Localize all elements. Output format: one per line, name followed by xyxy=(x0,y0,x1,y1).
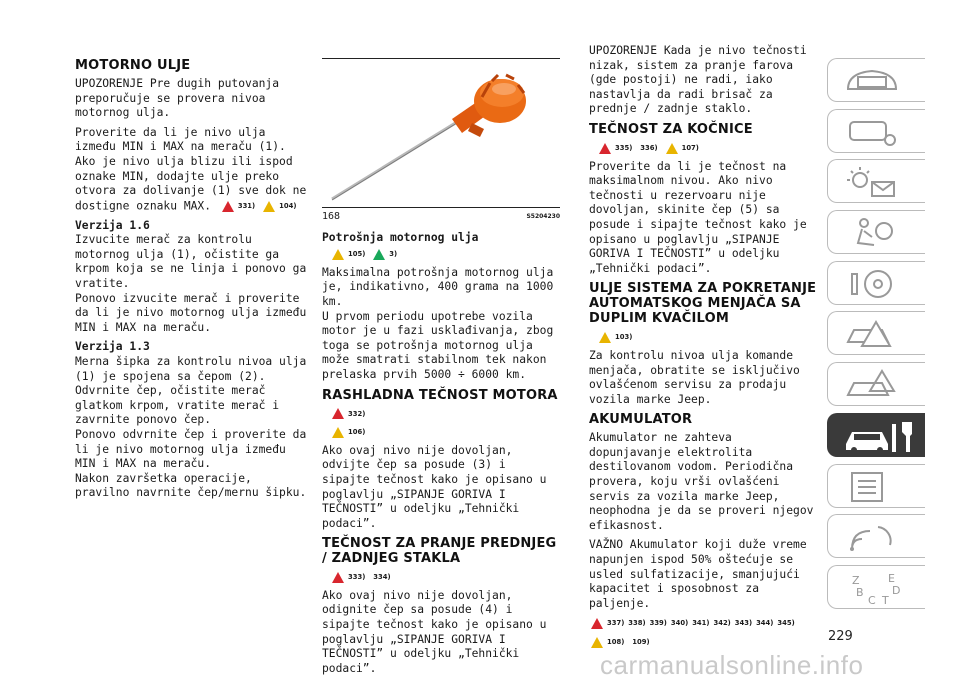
heading-coolant: RASHLADNA TEČNOST MOTORA xyxy=(322,387,558,403)
figure-caption xyxy=(322,207,560,225)
tab-emergency[interactable] xyxy=(827,362,925,406)
oil-cap-figure xyxy=(322,58,560,207)
tab-warnings[interactable] xyxy=(827,311,925,355)
warning-refs xyxy=(332,570,560,585)
dashboard-car-icon xyxy=(842,63,902,99)
warning-icon xyxy=(332,408,344,419)
ref-number: 338) xyxy=(628,619,646,628)
caution-icon xyxy=(332,249,344,260)
alphabet-index-icon xyxy=(842,570,912,606)
heading-version-13: Verzija 1.3 xyxy=(75,340,150,354)
ref-number: 340) xyxy=(670,619,689,628)
car-key-icon xyxy=(842,114,902,150)
warning-refs xyxy=(332,407,560,422)
caution-icon xyxy=(591,637,603,648)
ref-number: 104) xyxy=(279,201,297,210)
car-warning-icon xyxy=(842,316,902,352)
oil-dipstick-cap-image xyxy=(322,59,560,207)
paragraph: Merna šipka za kontrolu nivoa ulja (1) je spojena sa čepom (2). Odvrnite čep, očistite merač glatkom krpom, vratite merač i zavrnite ponovo čep. xyxy=(75,354,307,427)
tab-servicing-maintenance[interactable] xyxy=(827,413,925,457)
heading-brake-fluid: TEČNOST ZA KOČNICE xyxy=(589,121,753,137)
paragraph: Ponovo izvucite merač i proverite da li je nivo motornog ulja između MIN i MAX na meraču. xyxy=(75,291,307,334)
car-hazard-icon xyxy=(842,367,902,403)
document-list-icon xyxy=(842,469,902,505)
warning-icon xyxy=(591,618,603,629)
heading-gearbox-oil: ULJE SISTEMA ZA POKRETANJE AUTOMATSKOG MENJAČA SA DUPLIM KVAČILOM xyxy=(589,281,817,327)
paragraph: U prvom periodu upotrebe vozila motor je u fazi usklađivanja, zbog toga se potrošnja motornog ulja može smatrati stabilnom tek nakon prelaska prvih 5000 ÷ 6000 km. xyxy=(322,309,554,381)
ref-number: 334) xyxy=(373,573,391,582)
heading-version-16: Verzija 1.6 xyxy=(75,218,150,232)
paragraph: Akumulator ne zahteva dopunjavanje elektrolita destilovanom vodom. Periodična provera, koju vrši ovlašćeni servis za vozila marke Jeep, neophodna je da se proveri njegov efikasnost. xyxy=(589,431,814,532)
paragraph xyxy=(75,155,311,214)
figure-number: 168 xyxy=(322,211,341,222)
tab-index[interactable] xyxy=(827,565,925,609)
paragraph: UPOZORENJE Kada je nivo tečnosti nizak, sistem za pranje farova (gde postoji) ne radi, iako nastavlja da radi brisač za prednje / zadnje staklo. xyxy=(589,44,807,116)
tab-technical-data[interactable] xyxy=(827,464,925,508)
warning-refs xyxy=(599,141,819,156)
tab-multimedia[interactable] xyxy=(827,514,925,558)
ref-number: 345) xyxy=(777,619,795,628)
ref-number: 106) xyxy=(348,428,366,437)
heading-engine-oil: MOTORNO ULJE xyxy=(75,58,191,73)
warning-refs xyxy=(591,616,819,631)
paragraph: Ponovo odvrnite čep i proverite da li je nivo motornog ulja između MIN i MAX na meraču. xyxy=(75,427,307,471)
signal-icon xyxy=(842,519,902,555)
paragraph: Ako ovaj nivo nije dovoljan, odignite čep sa posude (4) i sipajte tečnost kako je opisano u poglavlju „SIPANJE GORIVA I TEČNOSTI” u odeljku „Tehnički podaci”. xyxy=(322,588,547,675)
ref-number: 103) xyxy=(615,333,633,342)
car-wrench-icon xyxy=(842,418,912,454)
tab-lights[interactable] xyxy=(827,159,925,203)
ref-number: 109) xyxy=(632,638,650,646)
column-3 xyxy=(589,44,819,654)
paragraph: Ako ovaj nivo nije dovoljan, odvijte čep sa posude (3) i sipajte tečnost kako je opisano u poglavlju „SIPANJE GORIVA I TEČNOSTI” u odeljku „Tehnički podaci”. xyxy=(322,443,547,530)
ref-number: 3) xyxy=(389,250,398,259)
warning-refs xyxy=(591,635,819,650)
tab-airbag[interactable] xyxy=(827,210,925,254)
tab-starting-driving[interactable] xyxy=(827,261,925,305)
index-letter: C xyxy=(868,593,876,606)
steering-wheel-icon xyxy=(842,266,902,302)
paragraph: VAŽNO Akumulator koji duže vreme napunjen ispod 50% oštećuje se usled sulfatizacije, smanjujući kapacitet i sposobnost za paljenje. xyxy=(589,538,807,610)
heading-oil-consumption: Potrošnja motornog ulja xyxy=(322,230,479,244)
ref-number: 336) xyxy=(640,143,658,152)
index-letter: T xyxy=(882,593,889,606)
airbag-seat-icon xyxy=(842,215,902,251)
ref-number: 343) xyxy=(734,619,753,628)
paragraph: Izvucite merač za kontrolu motornog ulja (1), očistite ga krpom koja se ne linja i ponovo ga vratite. xyxy=(75,233,307,291)
tab-dashboard[interactable] xyxy=(827,58,925,102)
ref-number: 332) xyxy=(348,409,366,418)
caution-icon xyxy=(263,201,275,212)
warning-icon xyxy=(222,201,234,212)
ref-number: 107) xyxy=(681,143,699,152)
heading-washer-fluid: TEČNOST ZA PRANJE PREDNJEG / ZADNJEG STAKLA xyxy=(322,536,557,567)
tab-safety[interactable] xyxy=(827,109,925,153)
paragraph: Maksimalna potrošnja motornog ulja je, indikativno, 400 grama na 1000 km. xyxy=(322,265,554,308)
paragraph-text: Ako je nivo ulja blizu ili ispod oznake MIN, dodajte ulje preko otvora za dolivanje (1) sve dok ne dostigne oznaku MAX. xyxy=(75,154,307,213)
ref-number: 342) xyxy=(713,619,731,628)
column-1 xyxy=(75,58,311,506)
index-letter: D xyxy=(892,583,901,597)
paragraph: Proverite da li je nivo ulja između MIN i MAX na meraču (1). xyxy=(75,125,286,154)
warning-icon xyxy=(332,572,344,583)
caution-icon xyxy=(599,332,611,343)
paragraph: Proverite da li je tečnost na maksimalnom nivou. Ako nivo tečnosti u rezervoaru nije dovoljan, skinite čep (5) sa posude i sipajte tečnost kako je opisano u poglavlju „SIPANJE GORIVA I TEČNOSTI” u odeljku „Tehnički podaci”. xyxy=(589,159,807,275)
warning-refs xyxy=(599,330,819,345)
watermark: carmanualsonline.info xyxy=(600,650,864,680)
warning-icon xyxy=(599,143,611,154)
heading-battery: AKUMULATOR xyxy=(589,412,693,428)
caution-icon xyxy=(666,143,678,154)
index-letter: E xyxy=(888,571,895,585)
ref-number: 335) xyxy=(615,143,633,152)
warning-refs xyxy=(222,199,301,214)
index-letter: Z xyxy=(852,573,860,587)
ref-number: 105) xyxy=(348,250,366,259)
ref-number: 344) xyxy=(756,619,774,628)
paragraph: Nakon završetka operacije, pravilno navrnite čep/mernu šipku. xyxy=(75,471,307,500)
ref-number: 331) xyxy=(237,201,256,210)
index-letter: B xyxy=(856,585,864,599)
ref-number: 337) xyxy=(607,619,625,628)
environment-icon xyxy=(373,249,385,260)
figure-code: S5204230 xyxy=(526,213,560,220)
paragraph: UPOZORENJE Pre dugih putovanja preporučuje se provera nivoa motornog ulja. xyxy=(75,77,280,120)
ref-number: 341) xyxy=(692,619,710,628)
sun-envelope-icon xyxy=(842,164,902,200)
paragraph: Za kontrolu nivoa ulja komande menjača, obratite se isključivo ovlašćenom servisu za prodaju vozila marke Jeep. xyxy=(589,348,800,406)
column-2 xyxy=(322,58,560,681)
chapter-tabs xyxy=(827,58,925,616)
caution-icon xyxy=(332,427,344,438)
ref-number: 339) xyxy=(649,619,667,628)
ref-number: 108) xyxy=(607,638,625,646)
warning-refs xyxy=(332,425,560,440)
ref-number: 333) xyxy=(348,573,366,582)
warning-refs xyxy=(332,247,560,262)
page-number: 229 xyxy=(828,629,853,644)
